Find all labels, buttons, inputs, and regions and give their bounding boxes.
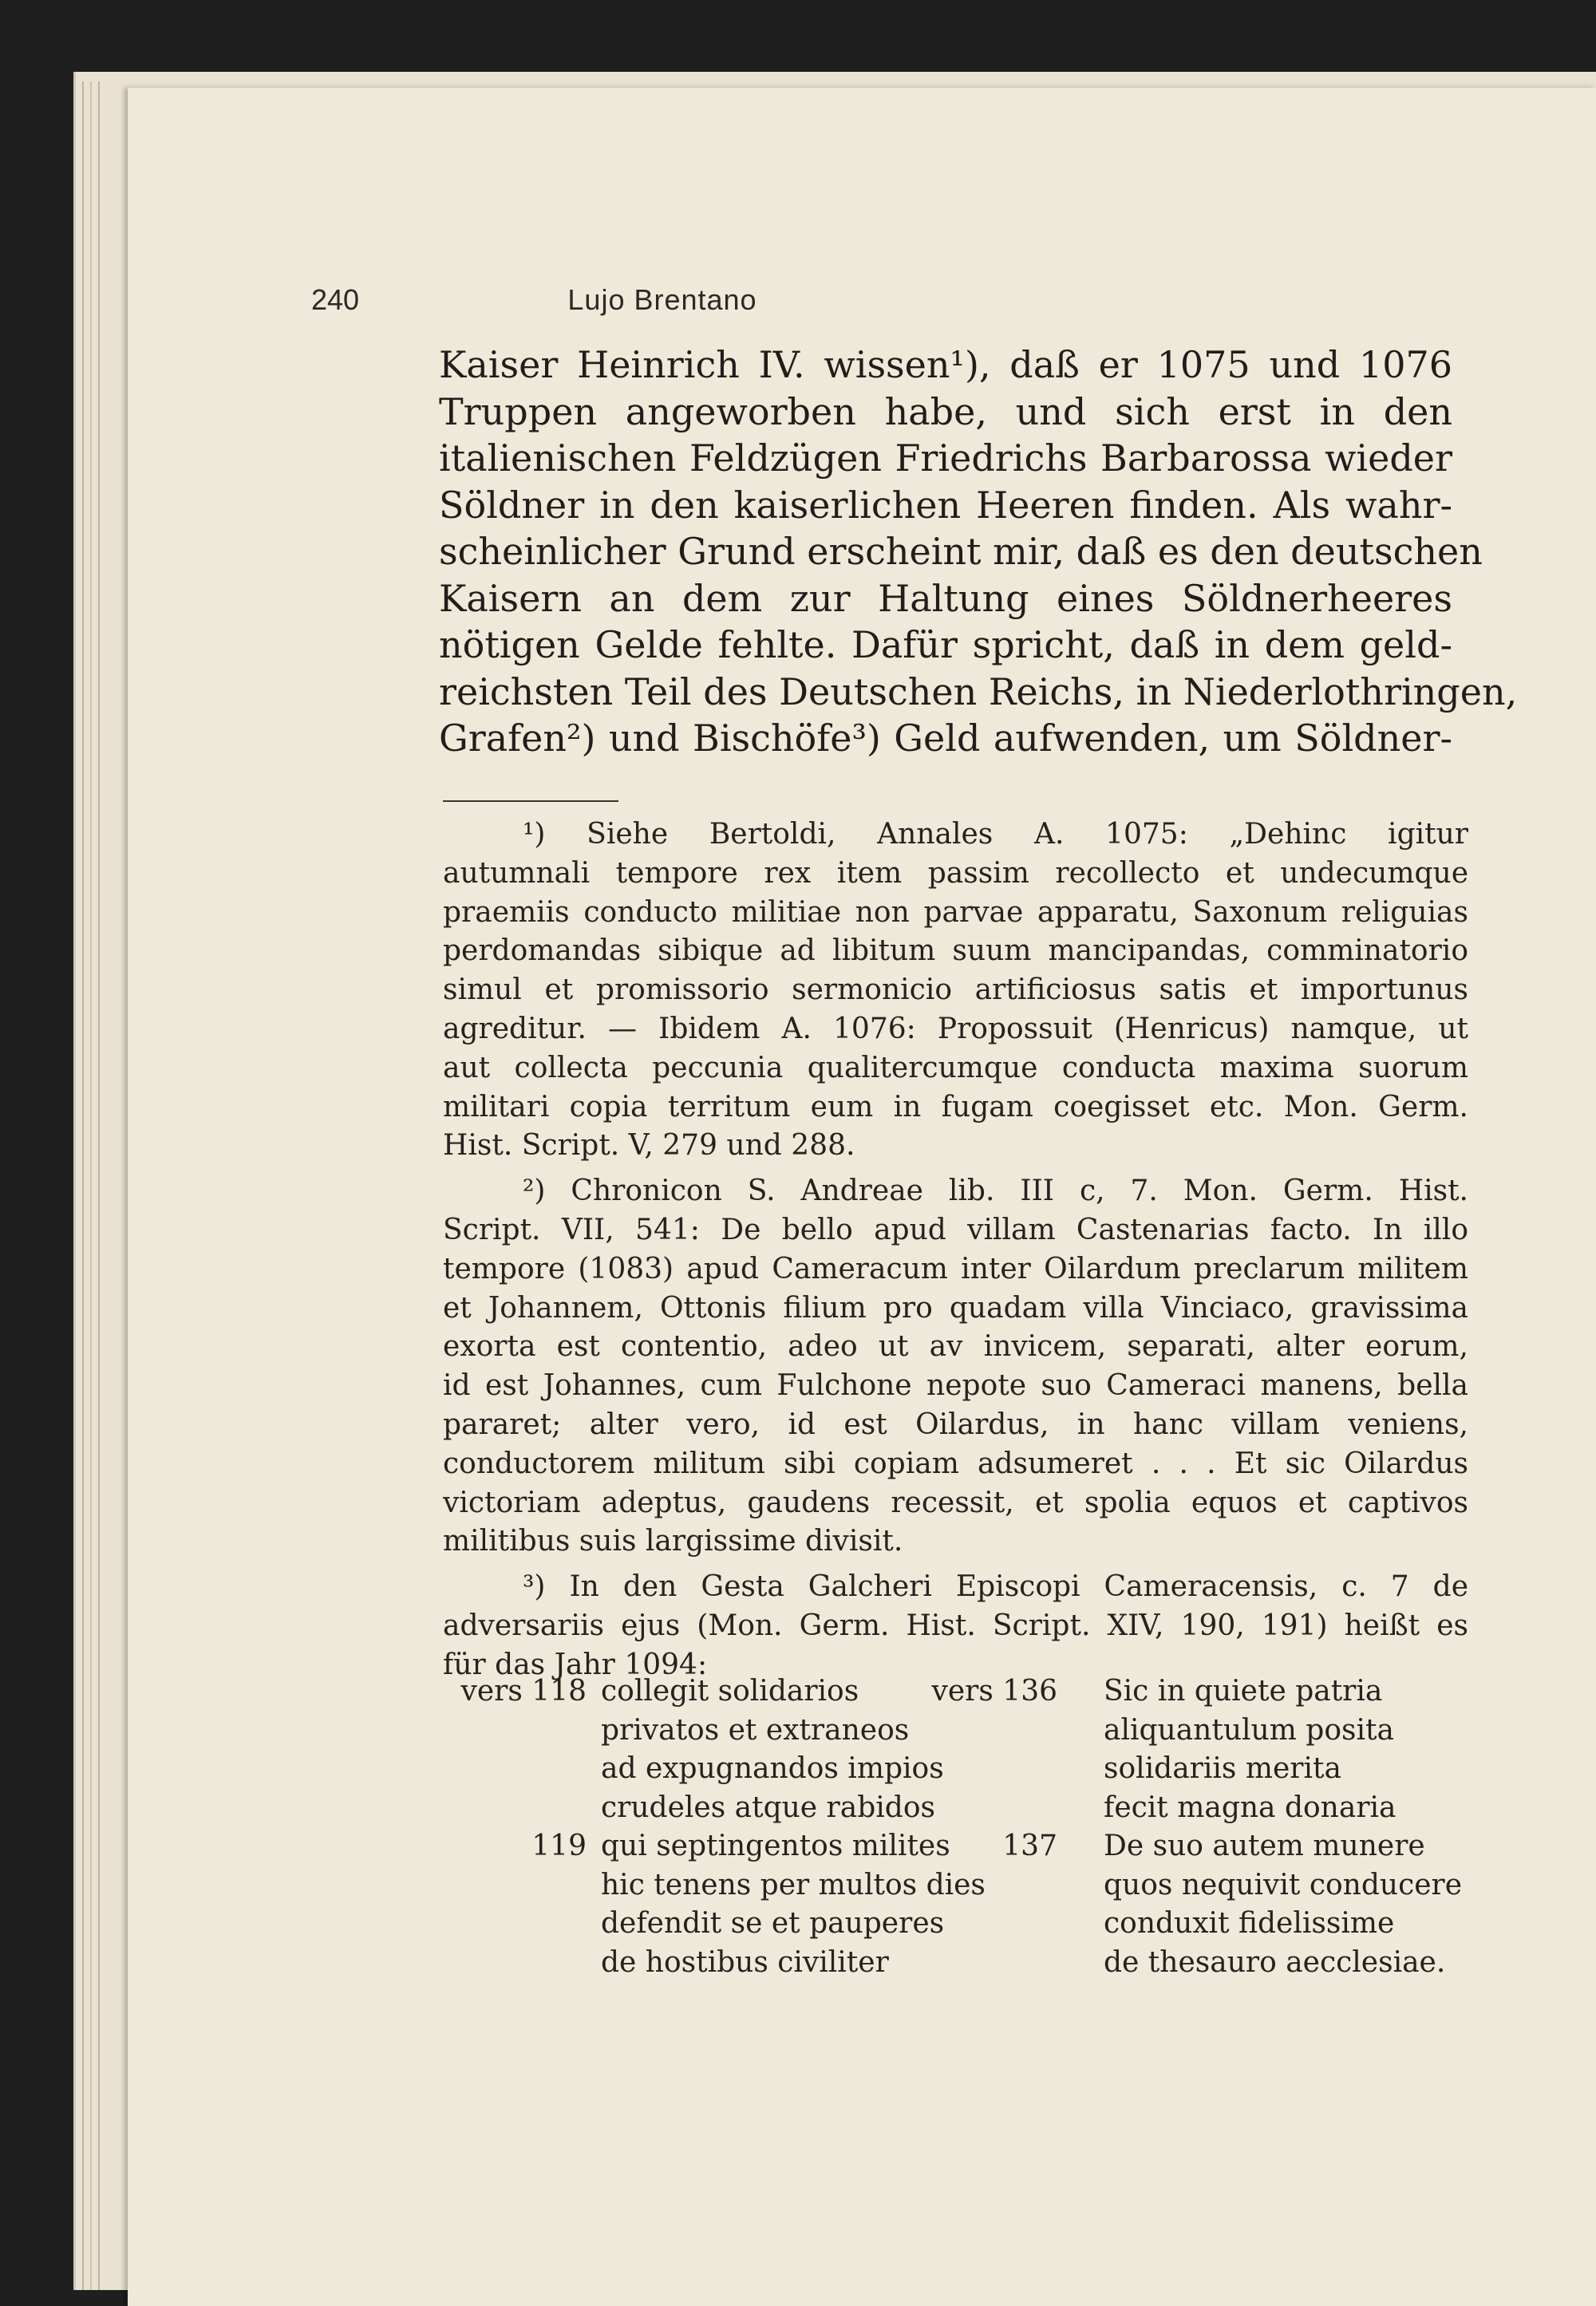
verse-row xyxy=(459,1750,1472,1789)
verse-text-left: qui septingentos milites xyxy=(601,1830,950,1862)
footnote-line: pararet; alter vero, id est Oilardus, in hanc villam veniens, xyxy=(443,1408,1468,1441)
verse-row xyxy=(459,1827,1472,1866)
footnote-line: perdomandas sibique ad libitum suum mancipandas, comminatorio xyxy=(443,934,1468,968)
verse-text-right: De suo autem munere xyxy=(1104,1830,1425,1862)
verse-text-left: de hostibus civiliter xyxy=(601,1945,889,1979)
footnote-line: et Johannem, Ottonis filium pro quadam villa Vinciaco, gravissima xyxy=(443,1291,1468,1325)
verse-row xyxy=(459,1712,1472,1751)
verse-text-right: quos nequivit conducere xyxy=(1104,1868,1463,1901)
verse-text-right: aliquantulum posita xyxy=(1104,1713,1394,1747)
text-line: italienischen Feldzügen Friedrichs Barbarossa wieder xyxy=(439,436,1452,480)
verse-text-left: collegit solidarios xyxy=(601,1675,859,1708)
running-head-author: Lujo Brentano xyxy=(567,283,757,316)
page-number: 240 xyxy=(311,283,360,316)
text-line: nötigen Gelde fehlte. Dafür spricht, daß in dem geld- xyxy=(439,623,1452,666)
footnote-line: für das Jahr 1094: xyxy=(443,1648,708,1681)
footnote-2 xyxy=(443,1172,1468,1562)
footnote-line: ³) In den Gesta Galcheri Episcopi Cameracensis, c. 7 de xyxy=(523,1570,1468,1604)
verse-number-right: 137 xyxy=(1002,1830,1057,1862)
footnote-1 xyxy=(443,815,1468,1166)
footnote-line: militibus suis largissime divisit. xyxy=(443,1525,903,1558)
verse-number-right: vers 136 xyxy=(931,1675,1057,1708)
footnotes xyxy=(443,815,1468,1685)
footnote-line: Hist. Script. V, 279 und 288. xyxy=(443,1129,855,1163)
footnote-3 xyxy=(443,1568,1468,1684)
footnote-line: Script. VII, 541: De bello apud villam Castenarias facto. In illo xyxy=(443,1213,1468,1246)
footnote-line: aut collecta peccunia qualitercumque conducta maxima suorum xyxy=(443,1051,1468,1084)
text-line: reichsten Teil des Deutschen Reichs, in Niederlothringen, xyxy=(439,669,1518,713)
verse-text-right: fecit magna donaria xyxy=(1104,1791,1396,1824)
footnote-line: autumnali tempore rex item passim recollecto et undecumque xyxy=(443,856,1468,890)
verse-text-right: conduxit fidelissime xyxy=(1104,1907,1395,1940)
verse-number-left: vers 118 xyxy=(460,1675,587,1708)
verse-row xyxy=(459,1944,1472,1983)
text-line: Kaisern an dem zur Haltung eines Söldnerheeres xyxy=(439,576,1452,620)
verse-text-right: solidariis merita xyxy=(1104,1752,1341,1785)
text-line: Truppen angeworben habe, und sich erst in den xyxy=(439,389,1452,433)
verse-text-left: ad expugnandos impios xyxy=(601,1752,944,1785)
footnote-line: conductorem militum sibi copiam adsumeret . . . Et sic Oilardus xyxy=(443,1447,1468,1480)
text-line: Söldner in den kaiserlichen Heeren finden. Als wahr- xyxy=(439,483,1452,527)
verse-number-left: 119 xyxy=(531,1830,587,1862)
footnote-line: simul et promissorio sermonicio artificiosus satis et importunus xyxy=(443,973,1468,1007)
verse-row xyxy=(459,1789,1472,1828)
verse-text-left: crudeles atque rabidos xyxy=(601,1791,935,1824)
footnote-line: ¹) Siehe Bertoldi, Annales A. 1075: „Dehinc igitur xyxy=(523,818,1468,851)
verse-row xyxy=(459,1672,1472,1712)
footnote-line: agreditur. — Ibidem A. 1076: Propossuit (Henricus) namque, ut xyxy=(443,1012,1468,1045)
verse-text-left: hic tenens per multos dies xyxy=(601,1868,986,1901)
footnote-line: id est Johannes, cum Fulchone nepote suo Cameraci manens, bella xyxy=(443,1369,1468,1403)
text-line: scheinlicher Grund erscheint mir, daß es den deutschen xyxy=(439,530,1483,573)
footnote-line: praemiis conducto militiae non parvae apparatu, Saxonum religuias xyxy=(443,895,1468,929)
text-line: Kaiser Heinrich IV. wissen¹), daß er 1075 und 1076 xyxy=(439,343,1452,386)
footnote-line: victoriam adeptus, gaudens recessit, et spolia equos et captivos xyxy=(443,1486,1468,1519)
footnote-line: ²) Chronicon S. Andreae lib. III c, 7. Mon. Germ. Hist. xyxy=(523,1175,1468,1208)
text-line: Grafen²) und Bischöfe³) Geld aufwenden, um Söldner- xyxy=(439,717,1452,760)
verse-text-right: de thesauro aecclesiae. xyxy=(1104,1945,1446,1979)
footnote-rule xyxy=(443,800,618,802)
running-head xyxy=(311,283,1460,323)
footnote-line: militari copia territum eum in fugam coegisset etc. Mon. Germ. xyxy=(443,1090,1468,1123)
verse-text-left: privatos et extraneos xyxy=(601,1713,910,1747)
verse-table xyxy=(459,1672,1472,1982)
verse-row xyxy=(459,1866,1472,1905)
verse-text-right: Sic in quiete patria xyxy=(1104,1675,1383,1708)
verse-row xyxy=(459,1905,1472,1944)
verse-text-left: defendit se et pauperes xyxy=(601,1907,945,1940)
footnote-line: adversariis ejus (Mon. Germ. Hist. Script. XIV, 190, 191) heißt es xyxy=(443,1609,1468,1642)
footnote-line: exorta est contentio, adeo ut av invicem, separati, alter eorum, xyxy=(443,1330,1468,1364)
main-text xyxy=(439,342,1518,762)
footnote-line: tempore (1083) apud Cameracum inter Oilardum preclarum militem xyxy=(443,1252,1468,1285)
